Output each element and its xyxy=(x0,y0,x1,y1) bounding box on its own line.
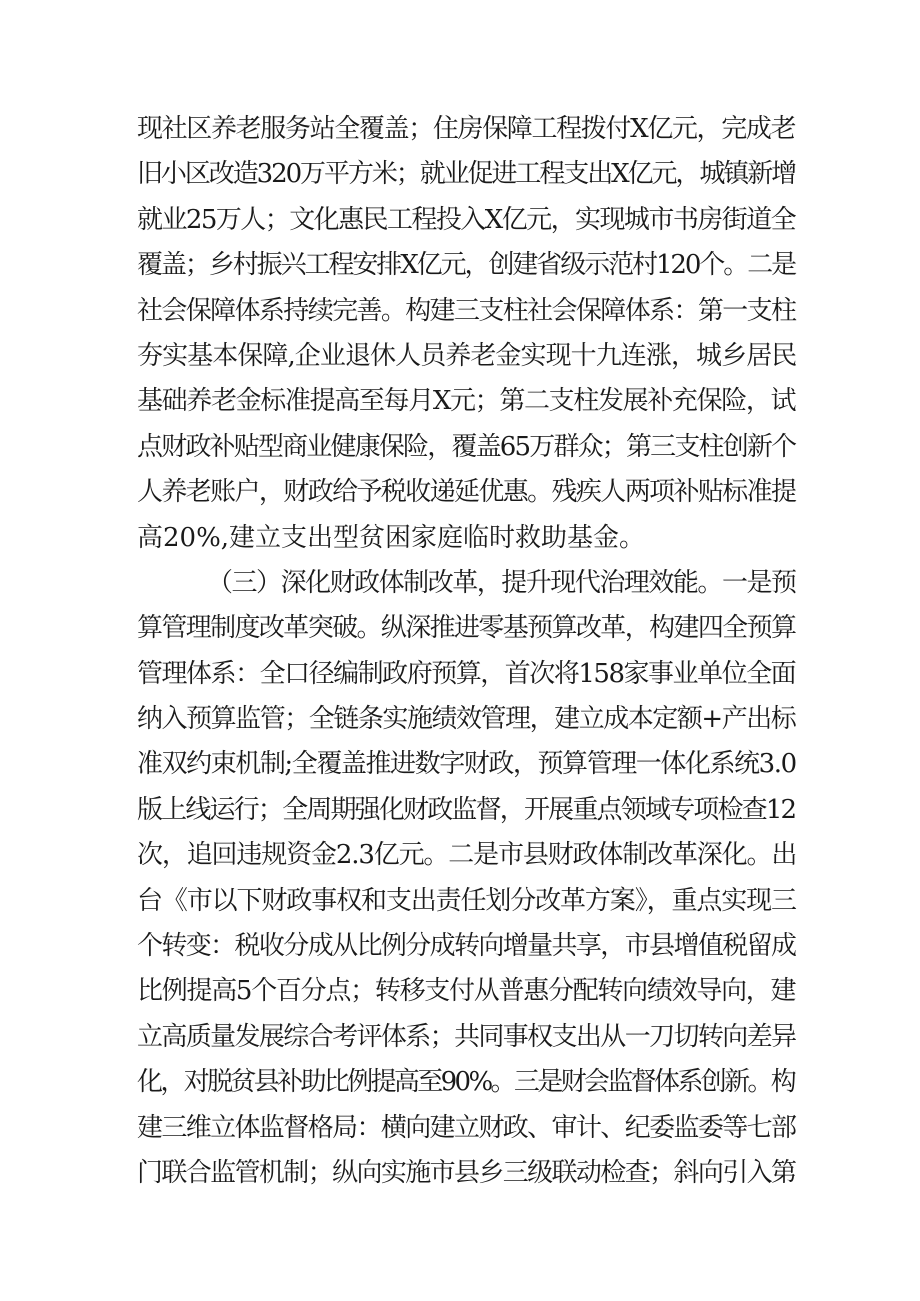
text-line: 现社区养老服务站全覆盖；住房保障工程拨付X亿元，完成老 xyxy=(137,114,796,144)
text-line: 个转变：税收分成从比例分成转向增量共享，市县增值税留成 xyxy=(137,931,796,962)
text-line: 社会保障体系持续完善。构建三支柱社会保障体系：第一支柱 xyxy=(137,295,796,326)
text-line: 次，追回违规资金2.3亿元。二是市县财政体制改革深化。出 xyxy=(137,840,797,871)
text-line: 管理体系：全口径编制政府预算，首次将158家事业单位全面 xyxy=(137,658,796,689)
text-line: 版上线运行；全周期强化财政监督，开展重点领域专项检查12 xyxy=(137,794,796,825)
text-line: 人养老账户，财政给予税收递延优惠。残疾人两项补贴标准提 xyxy=(137,477,796,508)
text-line: 点财政补贴型商业健康保险，覆盖65万群众；第三支柱创新个 xyxy=(137,431,796,462)
text-line: 就业25万人；文化惠民工程投入X亿元，实现城市书房街道全 xyxy=(137,204,796,235)
text-line: 建三维立体监督格局：横向建立财政、审计、纪委监委等七部 xyxy=(137,1112,796,1143)
body-text xyxy=(137,107,797,1196)
text-line: 算管理制度改革突破。纵深推进零基预算改革，构建四全预算 xyxy=(137,613,796,644)
text-line: 门联合监管机制；纵向实施市县乡三级联动检查；斜向引入第 xyxy=(137,1157,796,1188)
section-heading-line: （三）深化财政体制改革，提升现代治理效能。一是预 xyxy=(207,567,796,598)
text-line: 立高质量发展综合考评体系；共同事权支出从一刀切转向差异 xyxy=(137,1021,796,1052)
text-line: 覆盖；乡村振兴工程安排X亿元，创建省级示范村120个。二是 xyxy=(137,250,796,281)
text-line: 基础养老金标准提高至每月X元；第二支柱发展补充保险，试 xyxy=(137,386,796,417)
text-line: 化，对脱贫县补助比例提高至90%。三是财会监督体系创新。构 xyxy=(137,1067,795,1098)
text-line: 台《市以下财政事权和支出责任划分改革方案》，重点实现三 xyxy=(137,885,796,916)
text-line: 夯实基本保障,企业退休人员养老金实现十九连涨，城乡居民 xyxy=(137,340,797,371)
text-line: 高20%,建立支出型贫困家庭临时救助基金。 xyxy=(137,522,646,553)
text-line: 准双约束机制;全覆盖推进数字财政，预算管理一体化系统3.0 xyxy=(137,749,796,780)
text-line: 旧小区改造320万平方米；就业促进工程支出X亿元，城镇新增 xyxy=(137,159,796,190)
text-line: 纳入预算监管；全链条实施绩效管理，建立成本定额+产出标 xyxy=(137,704,796,735)
text-line: 比例提高5个百分点；转移支付从普惠分配转向绩效导向，建 xyxy=(137,976,796,1007)
